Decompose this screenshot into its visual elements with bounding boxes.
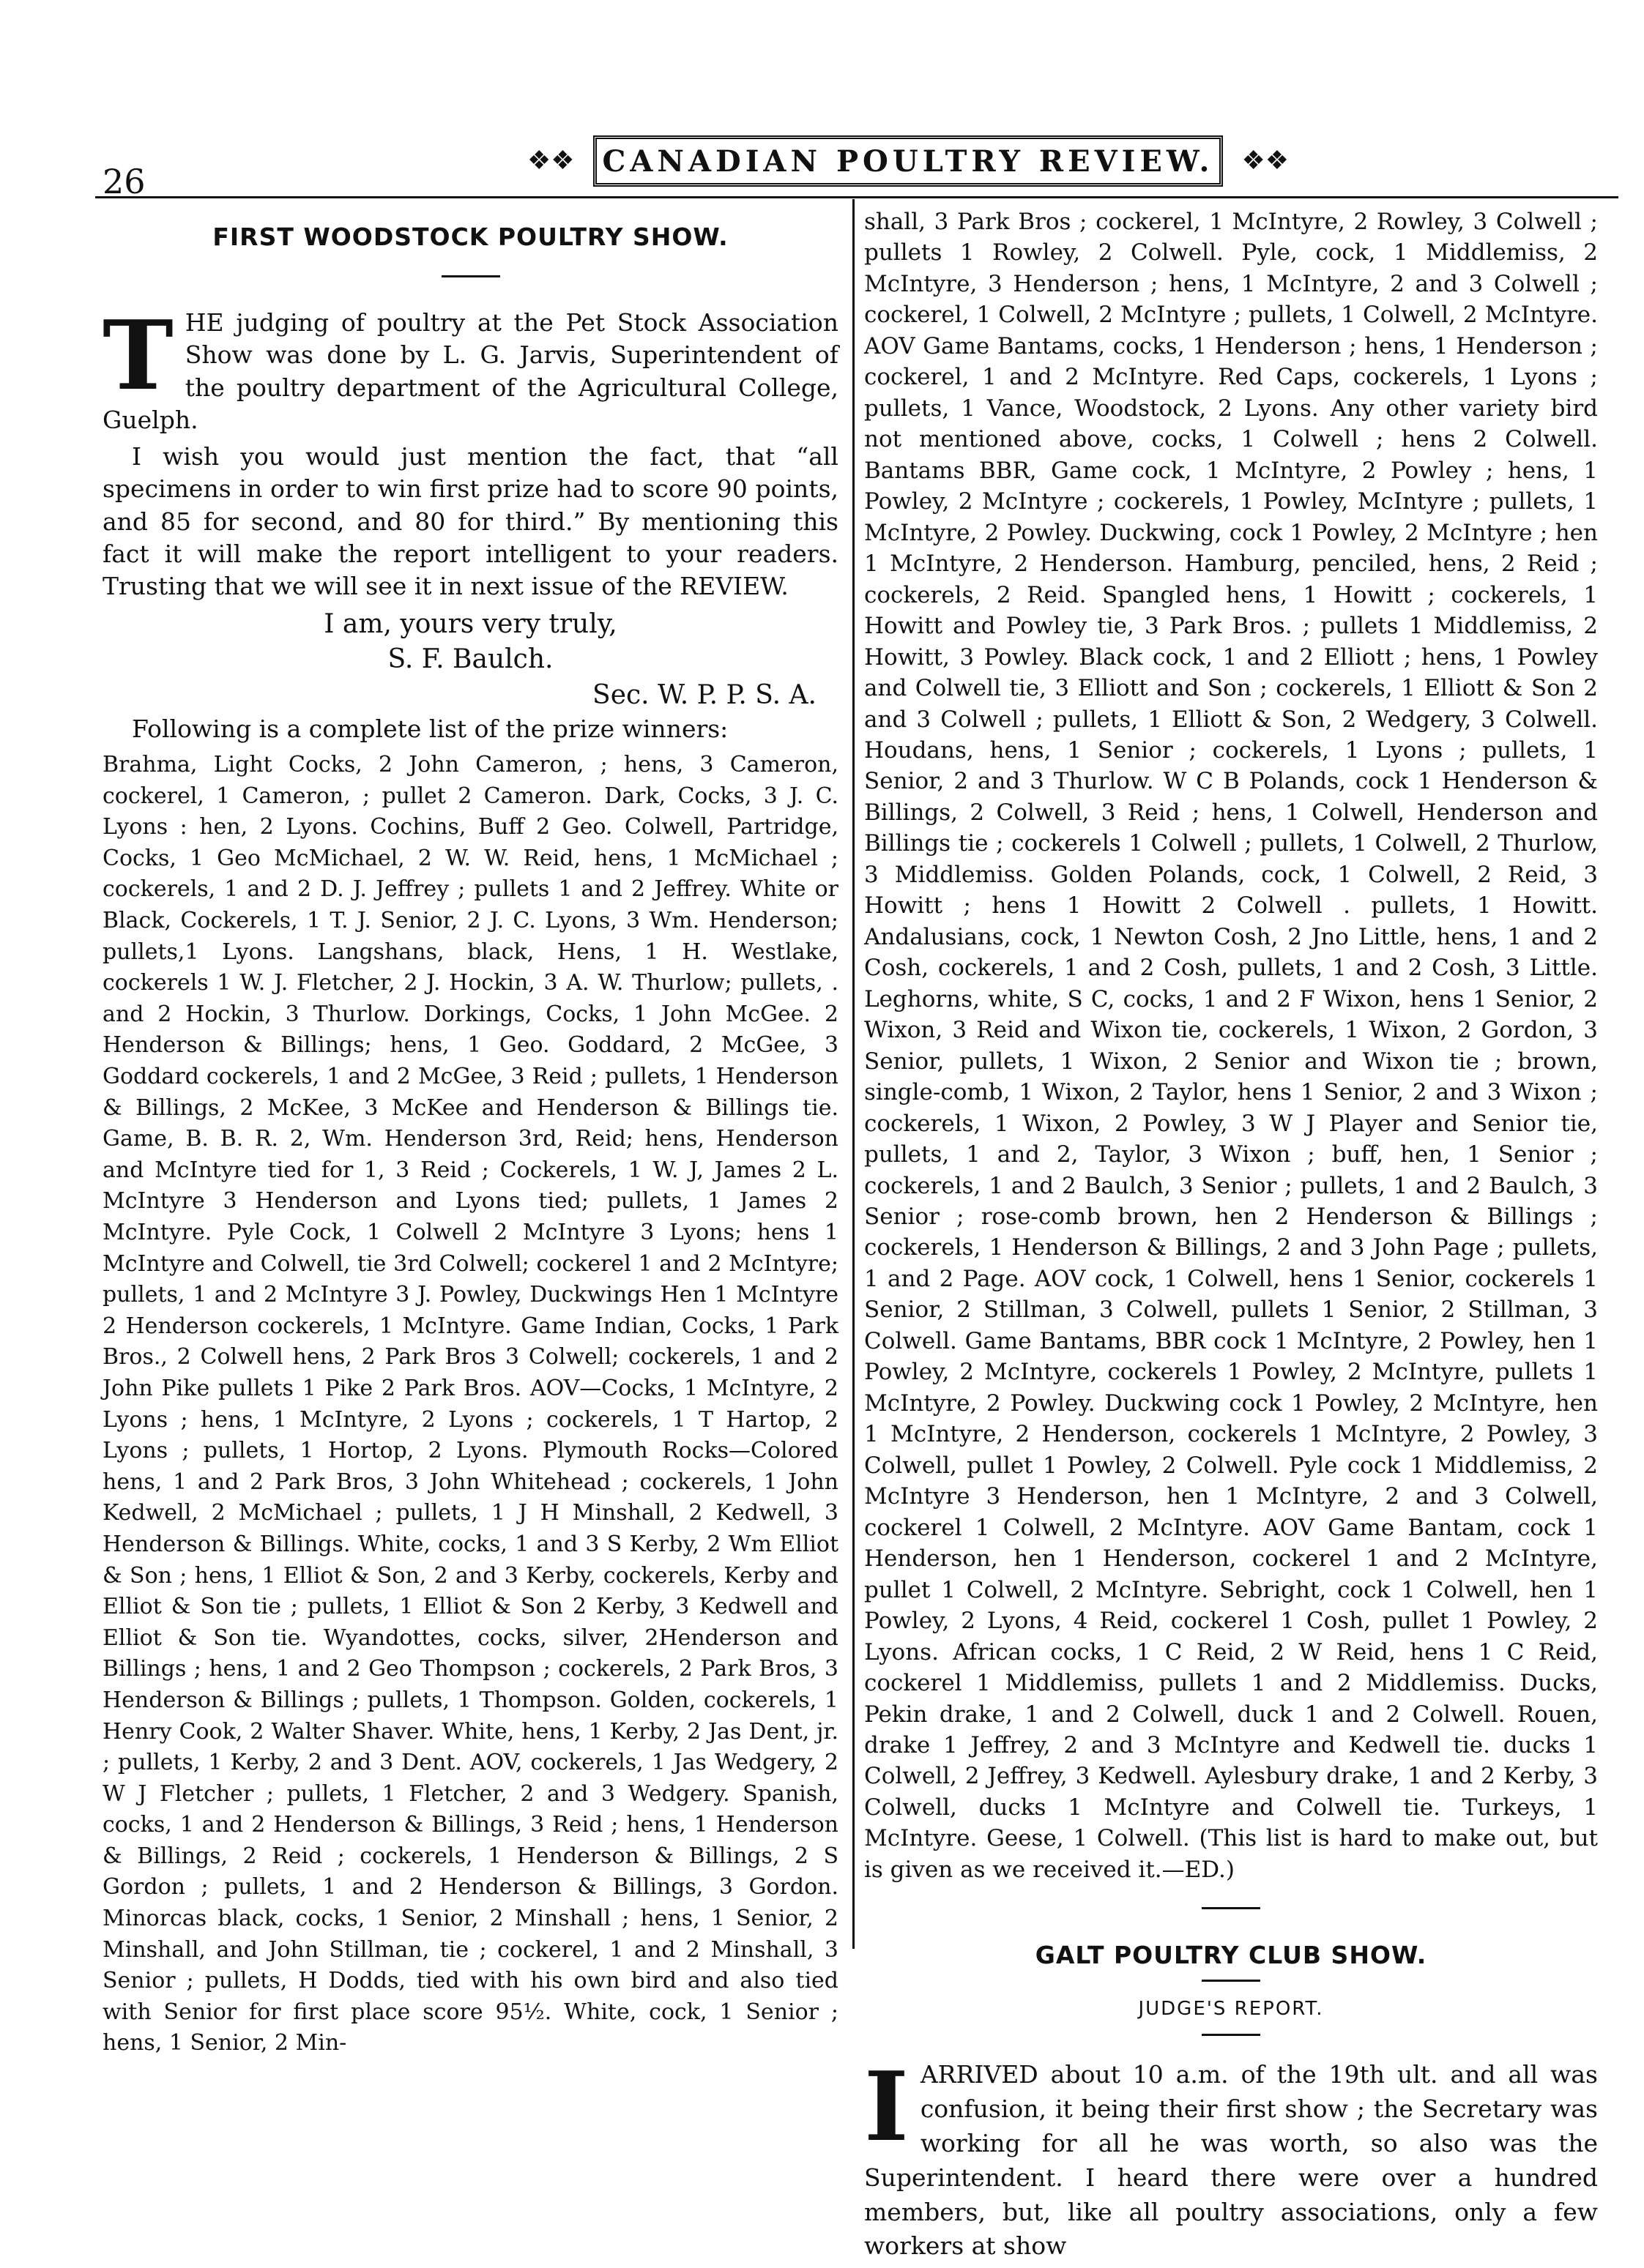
report-text: ARRIVED about 10 a.m. of the 19th ult. and all was confusion, it being their first show ; the Secretary was working for all he was worth, so also was the Superintendent. I heard there were over a hundred members, but, like all poultry associations, only a few workers at show [864,2060,1598,2261]
list-intro: Following is a complete list of the prize winners: [132,714,729,743]
dropcap-2: I [864,2051,909,2163]
prize-list-continued: shall, 3 Park Bros ; cockerel, 1 McIntyre, 2 Rowley, 3 Colwell ; pullets 1 Rowley, 2 Colwell. Pyle, cock, 1 Middlemiss, 2 McIntyre, 3 Henderson ; hens, 1 McIntyre, 2 and 3 Colwell ; cockerel, 1 Colwell, 2 McIntyre ; pullets, 1 Colwell, 2 McIntyre. AOV Game Bantams, cocks, 1 Henderson ; hens, 1 Henderson ; cockerel, 1 and 2 McIntyre. Red Caps, cockerels, 1 Lyons ; pullets, 1 Vance, Woodstock, 2 Lyons. Any other variety bird not mentioned above, cocks, 1 Colwell ; hens 2 Colwell. Bantams BBR, Game cock, 1 McIntyre, 2 Powley ; hens, 1 Powley, 2 McIntyre ; cockerels, 1 Powley, McIntyre ; pullets, 1 McIntyre, 2 Powley. Duckwing, cock 1 Powley, 2 McIntyre ; hen 1 McIntyre, 2 Henderson. Hamburg, penciled, hens, 2 Reid ; cockerels, 2 Reid. Spangled hens, 1 Howitt ; cockerels, 1 Howitt and Powley tie, 3 Park Bros. ; pullets 1 Middlemiss, 2 Howitt, 3 Powley. Black cock, 1 and 2 Elliott ; hens, 1 Powley and Colwell tie, 3 Elliott and Son ; cockerels, 1 Elliott & Son 2 and 3 Colwell ; pullets, 1 Elliott & Son, 2 Wedgery, 3 Colwell. Houdans, hens, 1 Senior ; cockerels, 1 Lyons ; pullets, 1 Senior, 2 and 3 Thurlow. W C B Polands, cock 1 Henderson & Billings, 2 Colwell, 3 Reid ; hens, 1 Colwell, Henderson and Billings tie ; cockerels 1 Colwell ; pullets, 1 Colwell, 2 Thurlow, 3 Middlemiss. Golden Polands, cock, 1 Colwell, 2 Reid, 3 Howitt ; hens 1 Howitt 2 Colwell . pullets, 1 Howitt. Andalusians, cock, 1 Newton Cosh, 2 Jno Little, hens, 1 and 2 Cosh, cockerels, 1 and 2 Cosh, pullets, 1 and 2 Cosh, 3 Little. Leghorns, white, S C, cocks, 1 and 2 F Wixon, hens 1 Senior, 2 Wixon, 3 Reid and Wixon tie, cockerels, 1 Wixon, 2 Gordon, 3 Senior, pullets, 1 Wixon, 2 Senior and Wixon tie ; brown, single-comb, 1 Wixon, 2 Taylor, hens 1 Senior, 2 and 3 Wixon ; cockerels, 1 Wixon, 2 Powley, 3 W J Player and Senior tie, pullets, 1 and 2, Taylor, 3 Wixon ; buff, hen, 1 Senior ; cockerels, 1 and 2 Baulch, 3 Senior ; pullets, 1 and 2 Baulch, 3 Senior ; rose-comb brown, hen 2 Henderson & Billings ; cockerels, 1 Henderson & Billings, 2 and 3 John Page ; pullets, 1 and 2 Page. AOV cock, 1 Colwell, hens 1 Senior, cockerels 1 Senior, 2 Stillman, 3 Colwell, pullets 1 Senior, 2 Stillman, 3 Colwell. Game Bantams, BBR cock 1 McIntyre, 2 Powley, hen 1 Powley, 2 McIntyre, cockerels 1 Powley, 2 McIntyre, pullets 1 McIntyre, 2 Powley. Duckwing cock 1 Powley, 2 McIntyre, hen 1 McIntyre, 2 Henderson, cockerels 1 McIntyre, 2 Powley, 3 Colwell, pullet 1 Powley, 2 Colwell. Pyle cock 1 Middlemiss, 2 McIntyre 3 Henderson, hen 1 McIntyre, 2 and 3 Colwell, cockerel 1 Colwell, 2 McIntyre. AOV Game Bantam, cock 1 Henderson, hen 1 Henderson, cockerel 1 and 2 McIntyre, pullet 1 Colwell, 2 McIntyre. Sebright, cock 1 Colwell, hen 1 Powley, 2 Lyons, 4 Reid, cockerel 1 Cosh, pullet 1 Powley, 2 Lyons. African cocks, 1 C Reid, 2 W Reid, hens 1 C Reid, cockerel 1 Middlemiss, pullets 1 and 2 Middlemiss. Ducks, Pekin drake, 1 and 2 Colwell, duck 1 and 2 Colwell. Rouen, drake 1 Jeffrey, 2 and 3 McIntyre and Kedwell tie. ducks 1 Colwell, 2 Jeffrey, 3 Kedwell. Aylesbury drake, 1 and 2 Kerby, 3 Colwell, ducks 1 McIntyre and Colwell tie. Turkeys, 1 McIntyre. Geese, 1 Colwell. (This list is hard to make out, but is given as we received it.—ED.) [864,209,1598,1883]
article-title: FIRST WOODSTOCK POULTRY SHOW. [212,223,729,251]
report-paragraph [864,2051,1598,2264]
masthead [527,135,1289,187]
ornament-left-icon: ❖❖ [527,146,575,176]
left-column [103,206,838,2064]
page-header [95,135,1604,201]
page-number: 26 [103,162,146,201]
dropcap: T [103,299,174,412]
article-title-2: GALT POULTRY CLUB SHOW. [1035,1941,1427,1970]
title-rule-2 [1202,1980,1260,1982]
masthead-title: CANADIAN POULTRY REVIEW. [593,135,1223,187]
header-rule [95,196,1618,198]
title-rule [442,275,500,277]
letter-closing: I am, yours very truly, [324,609,617,640]
letter-signature-title: Sec. W. P. P. S. A. [592,679,817,710]
article-subtitle: JUDGE'S REPORT. [1138,1997,1324,2020]
ornament-right-icon: ❖❖ [1241,146,1289,176]
intro-paragraph [103,299,838,436]
letter-paragraph: I wish you would just mention the fact, that “all specimens in order to win first prize had to score 90 points, and 85 for second, and 80 for third.” By mentioning this fact it will make the report intelligent to your readers. Trusting that we will see it in next issue of the REVIEW. [103,442,838,600]
right-column [864,206,1598,2268]
letter-signature: S. F. Baulch. [387,644,554,675]
section-rule [1202,1907,1260,1909]
intro-text: HE judging of poultry at the Pet Stock Association Show was done by L. G. Jarvis, Superintendent of the poultry department of the Agricultural College, Guelph. [103,308,838,434]
prize-list: Brahma, Light Cocks, 2 John Cameron, ; hens, 3 Cameron, cockerel, 1 Cameron, ; pullet 2 Cameron. Dark, Cocks, 3 J. C. Lyons : hen, 2 Lyons. Cochins, Buff 2 Geo. Colwell, Partridge, Cocks, 1 Geo McMichael, 2 W. W. Reid, hens, 1 McMichael ; cockerels, 1 and 2 D. J. Jeffrey ; pullets 1 and 2 Jeffrey. White or Black, Cockerels, 1 T. J. Senior, 2 J. C. Lyons, 3 Wm. Henderson; pullets,1 Lyons. Langshans, black, Hens, 1 H. Westlake, cockerels 1 W. J. Fletcher, 2 J. Hockin, 3 A. W. Thurlow; pullets, . and 2 Hockin, 3 Thurlow. Dorkings, Cocks, 1 John McGee. 2 Henderson & Billings; hens, 1 Geo. Goddard, 2 McGee, 3 Goddard cockerels, 1 and 2 McGee, 3 Reid ; pullets, 1 Henderson & Billings, 2 McKee, 3 McKee and Henderson & Billings tie. Game, B. B. R. 2, Wm. Henderson 3rd, Reid; hens, Henderson and McIntyre tied for 1, 3 Reid ; Cockerels, 1 W. J, James 2 L. McIntyre 3 Henderson and Lyons tied; pullets, 1 James 2 McIntyre. Pyle Cock, 1 Colwell 2 McIntyre 3 Lyons; hens 1 McIntyre and Colwell, tie 3rd Colwell; cockerel 1 and 2 McIntyre; pullets, 1 and 2 McIntyre 3 J. Powley, Duckwings Hen 1 McIntyre 2 Henderson cockerels, 1 McIntyre. Game Indian, Cocks, 1 Park Bros., 2 Colwell hens, 2 Park Bros 3 Colwell; cockerels, 1 and 2 John Pike pullets 1 Pike 2 Park Bros. AOV—Cocks, 1 McIntyre, 2 Lyons ; hens, 1 McIntyre, 2 Lyons ; cockerels, 1 T Hartop, 2 Lyons ; pullets, 1 Hortop, 2 Lyons. Plymouth Rocks—Colored hens, 1 and 2 Park Bros, 3 John Whitehead ; cockerels, 1 John Kedwell, 2 McMichael ; pullets, 1 J H Minshall, 2 Kedwell, 3 Henderson & Billings. White, cocks, 1 and 3 S Kerby, 2 Wm Elliot & Son ; hens, 1 Elliot & Son, 2 and 3 Kerby, cockerels, Kerby and Elliot & Son tie ; pullets, 1 Elliot & Son 2 Kerby, 3 Kedwell and Elliot & Son tie. Wyandottes, cocks, silver, 2Henderson and Billings ; hens, 1 and 2 Geo Thompson ; cockerels, 2 Park Bros, 3 Henderson & Billings ; pullets, 1 Thompson. Golden, cockerels, 1 Henry Cook, 2 Walter Shaver. White, hens, 1 Kerby, 2 Jas Dent, jr. ; pullets, 1 Kerby, 2 and 3 Dent. AOV, cockerels, 1 Jas Wedgery, 2 W J Fletcher ; pullets, 1 Fletcher, 2 and 3 Wedgery. Spanish, cocks, 1 and 2 Henderson & Billings, 3 Reid ; hens, 1 Henderson & Billings, 2 Reid ; cockerels, 1 Henderson & Billings, 2 S Gordon ; pullets, 1 and 2 Henderson & Billings, 3 Gordon. Minorcas black, cocks, 1 Senior, 2 Minshall ; hens, 1 Senior, 2 Minshall, and John Stillman, tie ; cockerel, 1 and 2 Minshall, 3 Senior ; pullets, H Dodds, tied with his own bird and also tied with Senior for first place score 95½. White, cock, 1 Senior ; hens, 1 Senior, 2 Min- [103,752,838,2056]
subtitle-rule [1202,2034,1260,2036]
column-separator [852,199,855,1949]
